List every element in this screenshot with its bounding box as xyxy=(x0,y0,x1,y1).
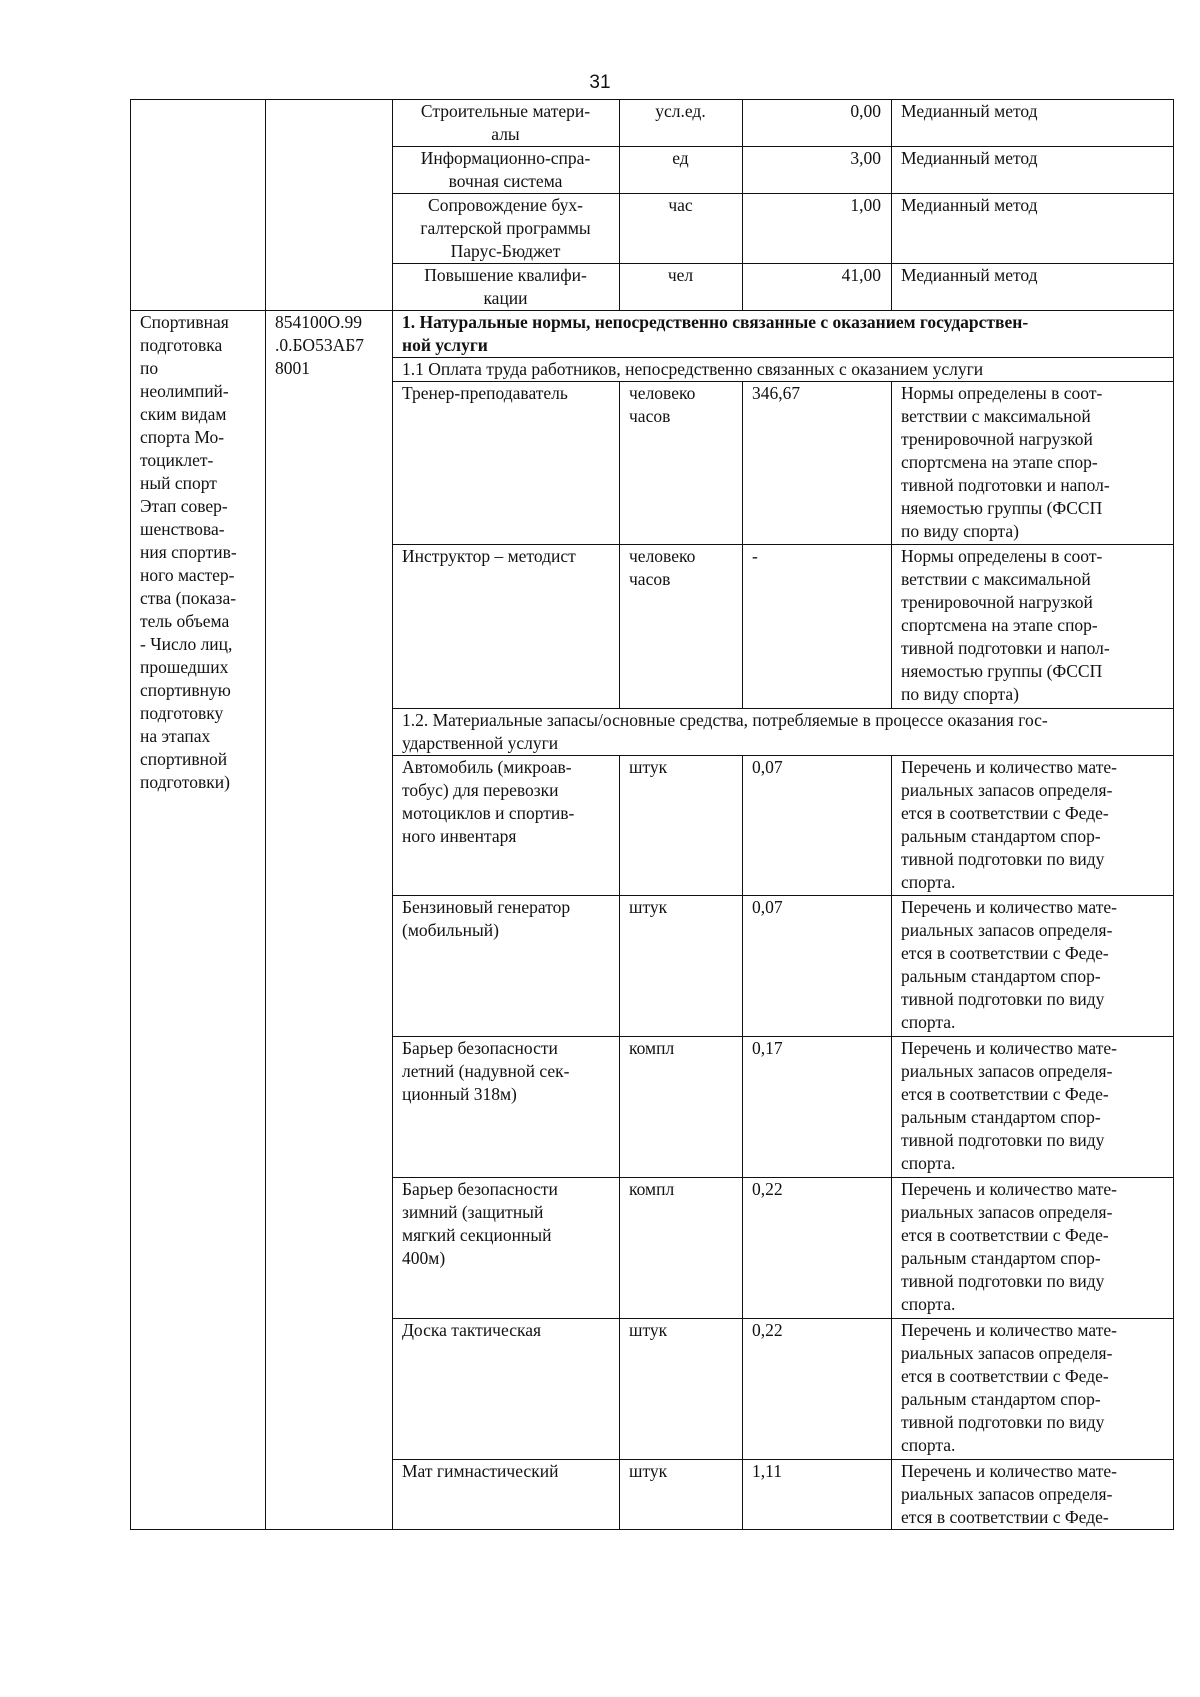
worker-name: Тренер-преподаватель xyxy=(393,382,620,545)
material-name: Мат гимнастический xyxy=(393,1460,620,1530)
service-code: 854100О.99 .0.БО53АБ7 8001 xyxy=(266,311,393,1530)
resource-name: Информационно-спра- вочная система xyxy=(393,147,620,194)
service-code-cell-empty xyxy=(266,100,393,311)
method: Медианный метод xyxy=(892,147,1174,194)
material-name: Барьер безопасности зимний (защитный мягкий секционный 400м) xyxy=(393,1178,620,1319)
resource-name: Повышение квалифи- кации xyxy=(393,264,620,311)
material-name: Автомобиль (микроав- тобус) для перевозки мотоциклов и спортив- ного инвентаря xyxy=(393,756,620,896)
unit: штук xyxy=(620,896,743,1037)
value: 0,22 xyxy=(743,1178,892,1319)
note: Нормы определены в соот- ветствии с максимальной тренировочной нагрузкой спортсмена на этапе спор- тивной подготовки и напол- няемостью группы (ФССП по виду спорта) xyxy=(892,382,1174,545)
unit: человеко часов xyxy=(620,545,743,709)
value: 1,00 xyxy=(743,194,892,264)
note: Нормы определены в соот- ветствии с максимальной тренировочной нагрузкой спортсмена на этапе спор- тивной подготовки и напол- няемостью группы (ФССП по виду спорта) xyxy=(892,545,1174,709)
note: Перечень и количество мате- риальных запасов определя- ется в соответствии с Феде- ральным стандартом спор- тивной подготовки по виду спорта. xyxy=(892,1178,1174,1319)
method: Медианный метод xyxy=(892,194,1174,264)
section-header-row xyxy=(131,311,1174,358)
note: Перечень и количество мате- риальных запасов определя- ется в соответствии с Феде- xyxy=(892,1460,1174,1530)
unit: час xyxy=(620,194,743,264)
unit: ед xyxy=(620,147,743,194)
value: 3,00 xyxy=(743,147,892,194)
material-name: Барьер безопасности летний (надувной сек- ционный 318м) xyxy=(393,1037,620,1178)
value: 1,11 xyxy=(743,1460,892,1530)
note: Перечень и количество мате- риальных запасов определя- ется в соответствии с Феде- ральным стандартом спор- тивной подготовки по виду спорта. xyxy=(892,896,1174,1037)
value: - xyxy=(743,545,892,709)
value: 41,00 xyxy=(743,264,892,311)
note: Перечень и количество мате- риальных запасов определя- ется в соответствии с Феде- ральным стандартом спор- тивной подготовки по виду спорта. xyxy=(892,1037,1174,1178)
value: 0,07 xyxy=(743,896,892,1037)
section-1-header: 1. Натуральные нормы, непосредственно связанные с оказанием государствен- ной услуги xyxy=(393,311,1174,358)
table-row xyxy=(131,100,1174,147)
resource-name: Строительные матери- алы xyxy=(393,100,620,147)
unit: компл xyxy=(620,1037,743,1178)
note: Перечень и количество мате- риальных запасов определя- ется в соответствии с Феде- ральным стандартом спор- тивной подготовки по виду спорта. xyxy=(892,756,1174,896)
norms-table xyxy=(130,99,1174,1530)
resource-name: Сопровождение бух- галтерской программы Парус-Бюджет xyxy=(393,194,620,264)
worker-name: Инструктор – методист xyxy=(393,545,620,709)
method: Медианный метод xyxy=(892,100,1174,147)
unit: компл xyxy=(620,1178,743,1319)
value: 0,17 xyxy=(743,1037,892,1178)
method: Медианный метод xyxy=(892,264,1174,311)
unit: усл.ед. xyxy=(620,100,743,147)
service-name-cell-empty xyxy=(131,100,266,311)
value: 0,00 xyxy=(743,100,892,147)
service-name: Спортивная подготовка по неолимпий- ским видам спорта Мо- тоциклет- ный спорт Этап совер- шенствова- ния спортив- ного мастер- ства (показа- тель объема - Число лиц, прошедших спортивную подготовку на этапах спортивной подготовки) xyxy=(131,311,266,1530)
value: 0,22 xyxy=(743,1319,892,1460)
note: Перечень и количество мате- риальных запасов определя- ется в соответствии с Феде- ральным стандартом спор- тивной подготовки по виду спорта. xyxy=(892,1319,1174,1460)
material-name: Доска тактическая xyxy=(393,1319,620,1460)
section-1-2-header: 1.2. Материальные запасы/основные средства, потребляемые в процессе оказания гос- ударственной услуги xyxy=(393,709,1174,756)
unit: штук xyxy=(620,1319,743,1460)
unit: человеко часов xyxy=(620,382,743,545)
page-number: 31 xyxy=(589,72,611,93)
unit: штук xyxy=(620,1460,743,1530)
unit: чел xyxy=(620,264,743,311)
material-name: Бензиновый генератор (мобильный) xyxy=(393,896,620,1037)
section-1-1-header: 1.1 Оплата труда работников, непосредственно связанных с оказанием услуги xyxy=(393,358,1174,382)
unit: штук xyxy=(620,756,743,896)
value: 0,07 xyxy=(743,756,892,896)
value: 346,67 xyxy=(743,382,892,545)
